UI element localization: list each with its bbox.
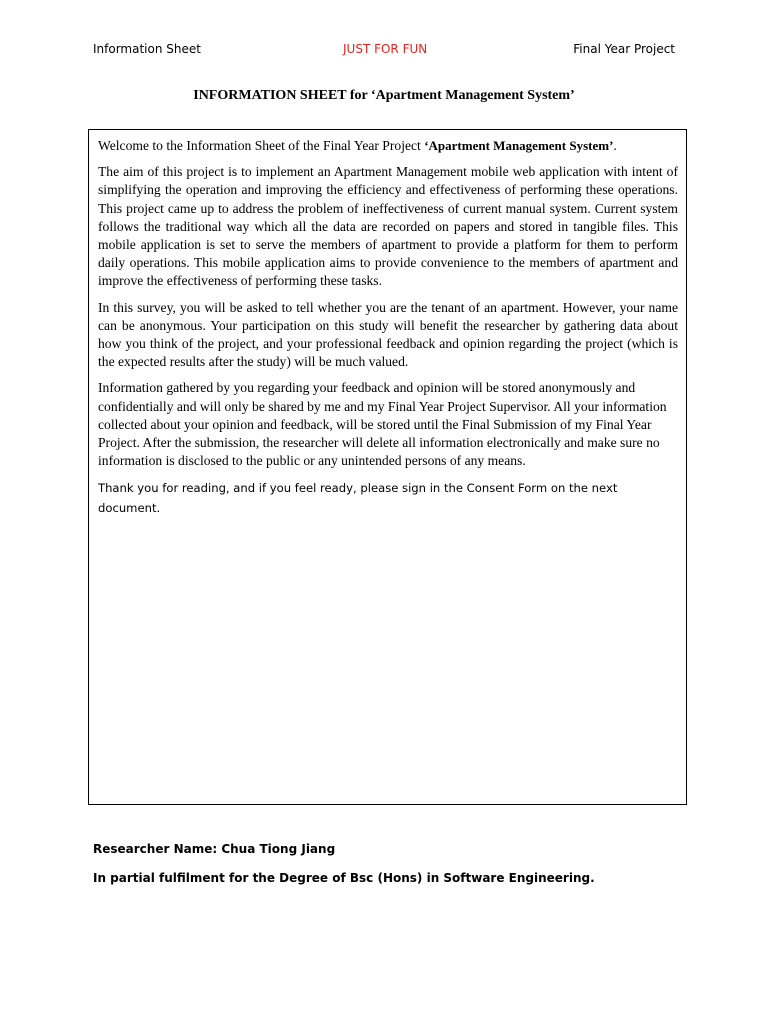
welcome-suffix: . bbox=[613, 138, 617, 153]
thanks-paragraph: Thank you for reading, and if you feel ready, please sign in the Consent Form on the next document. bbox=[98, 481, 618, 516]
page-header bbox=[93, 42, 675, 62]
degree-statement: In partial fulfilment for the Degree of Bsc (Hons) in Software Engineering. bbox=[93, 871, 595, 885]
document-title: INFORMATION SHEET for ‘Apartment Management System’ bbox=[193, 88, 575, 103]
info-paragraph: Information gathered by you regarding your feedback and opinion will be stored anonymously and confidentially and will only be shared by me and my Final Year Project Supervisor. All your information collected about your opinion and feedback, will be stored until the Final Submission of my Final Year Project. After the submission, the researcher will delete all information electronically and make sure no information is disclosed to the public or any unintended persons of any means. bbox=[98, 380, 667, 469]
researcher-name: Researcher Name: Chua Tiong Jiang bbox=[93, 842, 336, 856]
aim-paragraph: The aim of this project is to implement an Apartment Management mobile web application with intent of simplifying the operation and improving the efficiency and effectiveness of performing these operations. This project came up to address the problem of ineffectiveness of current manual system. Current system follows the traditional way which all the data are recorded on papers and stored in tangible files. This mobile application is set to serve the members of apartment to provide a platform for them to perform daily operations. This mobile application aims to provide convenience to the members of apartment and improve the effectiveness of performing these tasks. bbox=[98, 164, 678, 289]
header-center-label: JUST FOR FUN bbox=[343, 42, 428, 56]
information-box bbox=[88, 129, 687, 805]
header-left-label: Information Sheet bbox=[93, 42, 201, 56]
project-name: ‘Apartment Management System’ bbox=[424, 138, 614, 153]
survey-paragraph: In this survey, you will be asked to tell whether you are the tenant of an apartment. However, your name can be anonymous. Your participation on this study will benefit the researcher by gathering data about how you think of the project, and your professional feedback and opinion regarding the project (which is the expected results after the study) will be much valued. bbox=[98, 299, 678, 370]
header-right-label: Final Year Project bbox=[573, 42, 675, 56]
welcome-paragraph bbox=[98, 137, 678, 155]
welcome-prefix: Welcome to the Information Sheet of the Final Year Project bbox=[98, 138, 425, 153]
